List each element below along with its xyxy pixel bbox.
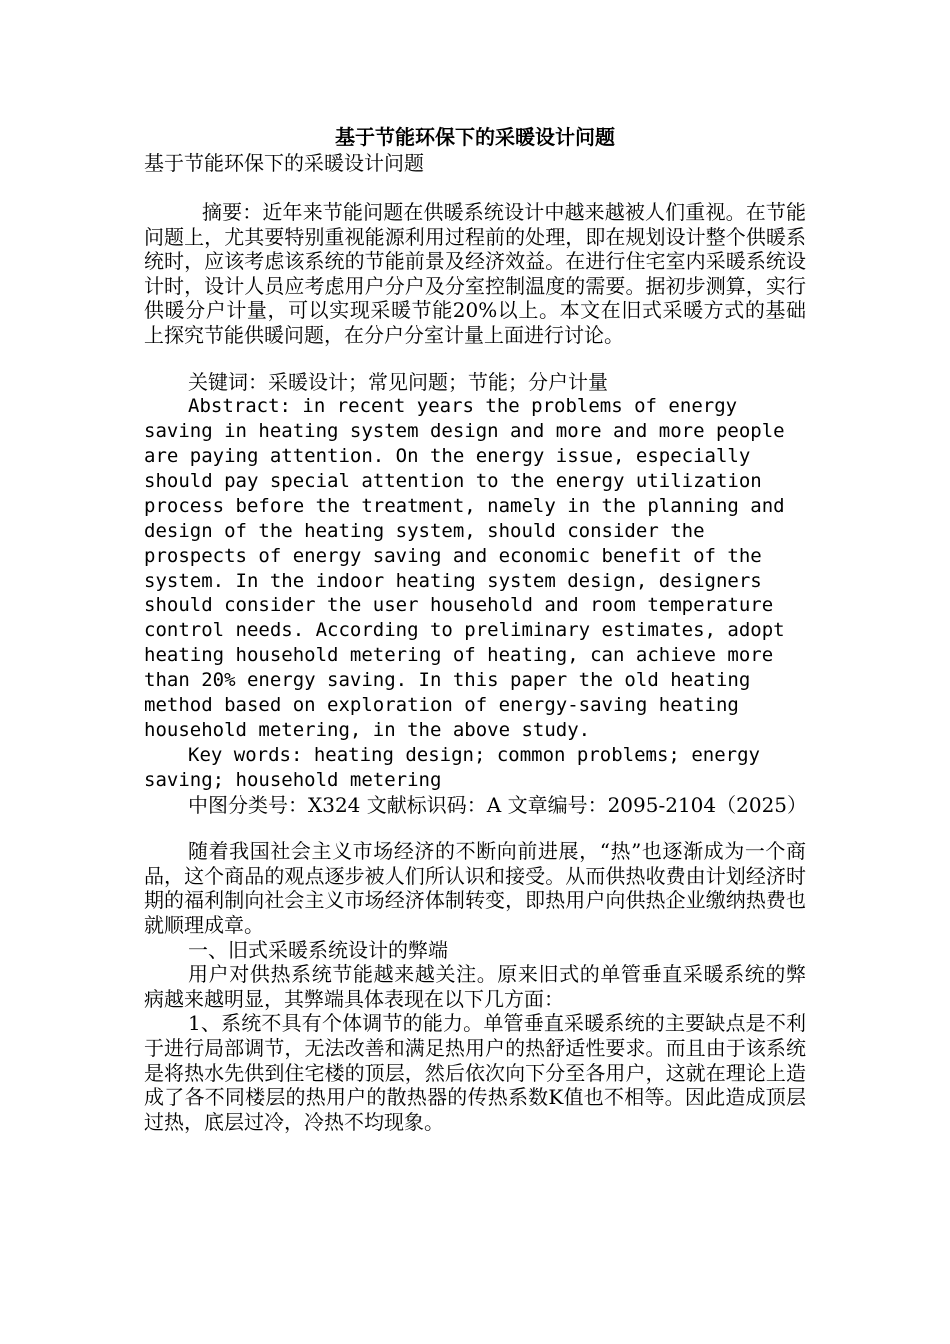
abstract-chinese: 摘要：近年来节能问题在供暖系统设计中越来越被人们重视。在节能问题上，尤其要特别重视能源利用过程前的处理，即在规划设计整个供暖系统时，应该考虑该系统的节能前景及经济效益。在进行住宅室内采暖系统设计时，设计人员应考虑用户分户及分室控制温度的需要。据初步测算，实行供暖分户计量，可以实现采暖节能20%以上。本文在旧式采暖方式的基础上探究节能供暖问题，在分户分室计量上面进行讨论。	[144, 200, 806, 347]
body-paragraph: 1、系统不具有个体调节的能力。单管垂直采暖系统的主要缺点是不利于进行局部调节，无法改善和满足热用户的热舒适性要求。而且由于该系统是将热水先供到住宅楼的顶层，然后依次向下分至各用户，这就在理论上造成了各不同楼层的热用户的散热器的传热系数K值也不相等。因此造成顶层过热，底层过冷，冷热不均现象。	[144, 1011, 806, 1134]
spacer	[144, 176, 806, 200]
document-title: 基于节能环保下的采暖设计问题	[335, 125, 615, 149]
spacer	[144, 348, 806, 370]
keywords-chinese: 关键词：采暖设计；常见问题；节能；分户计量	[188, 369, 608, 394]
document-subtitle: 基于节能环保下的采暖设计问题	[144, 151, 424, 175]
keywords-english: Key words: heating design; common problems; energy saving; household metering	[144, 743, 760, 791]
spacer	[144, 817, 806, 839]
abstract-english: Abstract: in recent years the problems of energy saving in heating system design and more and more people are paying attention. On the energy issue, especially should pay special attention to the energy utilization process before the treatment, namely in the planning and design of the heating system, should consider the prospects of energy saving and economic benefit of the system. In the indoor heating system design, designers should consider the user household and room temperature control needs. According to preliminary estimates, adopt heating household metering of heating, can achieve more than 20% energy saving. In this paper the old heating method based on exploration of energy-saving heating household metering, in the above study.	[144, 395, 785, 741]
classification-info: 中图分类号：X324 文献标识码：A 文章编号：2095-2104（2025）	[188, 792, 808, 817]
document-body	[144, 124, 806, 1134]
intro-paragraph: 随着我国社会主义市场经济的不断向前进展，“热”也逐渐成为一个商品，这个商品的观点逐步被人们所认识和接受。从而供热收费由计划经济时期的福利制向社会主义市场经济体制转变，即热用户向供热企业缴纳热费也就顺理成章。	[144, 839, 806, 938]
body-paragraph: 用户对供热系统节能越来越关注。原来旧式的单管垂直采暖系统的弊病越来越明显，其弊端具体表现在以下几方面：	[144, 962, 806, 1011]
section-heading: 一、旧式采暖系统设计的弊端	[188, 937, 448, 962]
